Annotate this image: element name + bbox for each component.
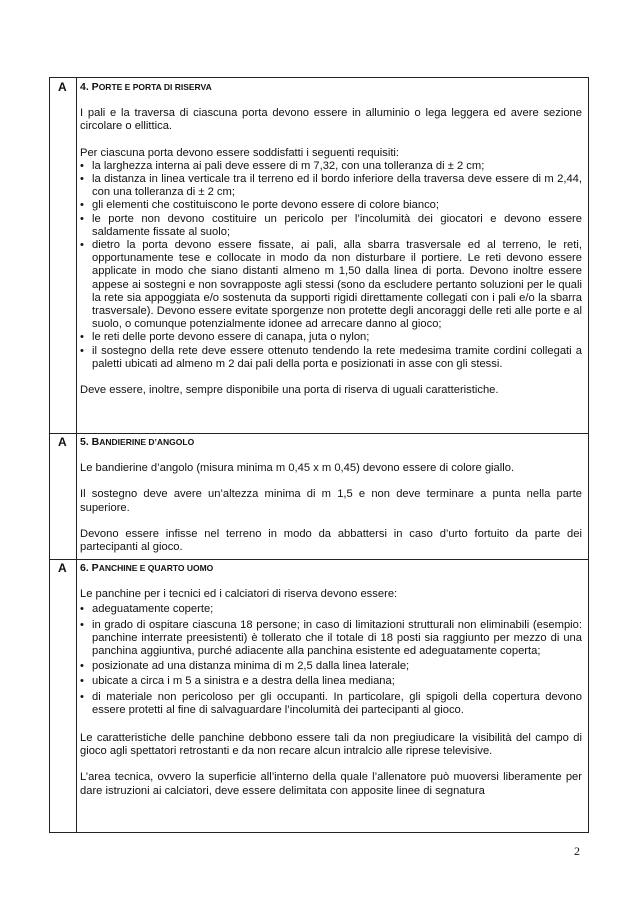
paragraph: Le caratteristiche delle panchine debbono essere tali da non pregiudicare la visibilità del campo di gioco agli spettatori retrostanti e da non recare alcun intralcio alle riprese televisive. [80, 732, 582, 758]
list-item: • le porte non devono costituire un pericolo per l’incolumità dei giocatori e devono essere saldamente fissate al suolo; [80, 212, 582, 238]
page-number: 2 [574, 844, 580, 858]
section-heading: 4. PORTE E PORTA DI RISERVA [80, 81, 212, 93]
requirements-list [80, 160, 582, 371]
paragraph: Deve essere, inoltre, sempre disponibile una porta di riserva di uguali caratteristiche. [80, 384, 499, 397]
list-item: • adeguatamente coperte; [80, 603, 214, 616]
section-porte [80, 81, 582, 397]
list-item: • la larghezza interna ai pali deve essere di m 7,32, con una tolleranza di ± 2 cm; [80, 159, 485, 172]
list-item: • dietro la porta devono essere fissate, ai pali, alla sbarra trasversale ed al terreno, le reti, opportunamente tese e collocate in modo da non disturbare il portiere. Le reti devono essere applicate in modo che siano distanti almeno m 1,50 dalla linea di porta. Devono inoltre essere appese ai sostegni e non sovrapposte agli stessi (sono da escludere pertanto soluzioni per le quali la rete sia appoggiata e/o sostenuta da supporti rigidi direttamente collegati con i pali e/o la sbarra trasversale). Devono essere evitate sporgenze non protette degli ancoraggi delle reti alle porte e al suolo, o comunque potenzialmente idonee ad arrecare danno al gioco; [80, 239, 582, 331]
list-item: • ubicate a circa i m 5 a sinistra e a destra della linea mediana; [80, 675, 395, 688]
section-heading: 5. BANDIERINE D’ANGOLO [80, 436, 195, 448]
paragraph: Devono essere infisse nel terreno in modo da abbattersi in caso d’urto fortuito da parte dei partecipanti al gioco. [80, 527, 582, 554]
section-letter: A [58, 80, 67, 94]
section-panchine [80, 562, 582, 798]
list-item: • in grado di ospitare ciascuna 18 persone; in caso di limitazioni strutturali non eliminabili (esempio: panchine interrate preesistenti) è tollerato che il totale di 18 posti sia raggiunto per mezzo di una panchina aggiuntiva, purché adiacente alla panchina esistente ed adeguatamente coperta; [80, 618, 582, 658]
requirements-list [80, 603, 582, 717]
section-letter: A [58, 561, 67, 575]
column-divider [76, 78, 77, 832]
section-heading: 6. PANCHINE E QUARTO UOMO [80, 562, 214, 574]
paragraph: I pali e la traversa di ciascuna porta devono essere in alluminio o lega leggera ed avere sezione circolare o ellittica. [80, 107, 582, 133]
paragraph: Per ciascuna porta devono essere soddisfatti i seguenti requisiti: [80, 146, 400, 159]
rules-table [49, 77, 589, 833]
list-item: • posizionate ad una distanza minima di m 2,5 dalla linea laterale; [80, 660, 410, 673]
section-bandierine [80, 436, 582, 554]
paragraph: L’area tecnica, ovvero la superficie all’interno della quale l’allenatore può muoversi liberamente per dare istruzioni ai calciatori, deve essere delimitata con apposite linee di segnatura [80, 771, 582, 797]
section-letter: A [58, 435, 67, 449]
paragraph: Il sostegno deve avere un’altezza minima di m 1,5 e non deve terminare a punta nella parte superiore. [80, 488, 582, 514]
list-item: • gli elementi che costituiscono le porte devono essere di colore bianco; [80, 199, 440, 212]
list-item: • il sostegno della rete deve essere ottenuto tendendo la rete medesima tramite cordini collegati a paletti ubicati ad almeno m 2 dai pali della porta e posizionati in asse con gli stessi. [80, 344, 582, 370]
paragraph: Le panchine per i tecnici ed i calciatori di riserva devono essere: [80, 588, 398, 601]
paragraph: Le bandierine d’angolo (misura minima m 0,45 x m 0,45) devono essere di colore giallo. [80, 462, 515, 475]
row-divider [50, 433, 588, 434]
row-divider [50, 559, 588, 560]
list-item: • di materiale non pericoloso per gli occupanti. In particolare, gli spigoli della copertura devono essere protetti al fine di salvaguardare l’incolumità dei partecipanti al gioco. [80, 690, 582, 716]
list-item: • le reti delle porte devono essere di canapa, juta o nylon; [80, 331, 370, 344]
list-item: • la distanza in linea verticale tra il terreno ed il bordo inferiore della traversa deve essere di m 2,44, con una tolleranza di ± 2 cm; [80, 173, 582, 199]
